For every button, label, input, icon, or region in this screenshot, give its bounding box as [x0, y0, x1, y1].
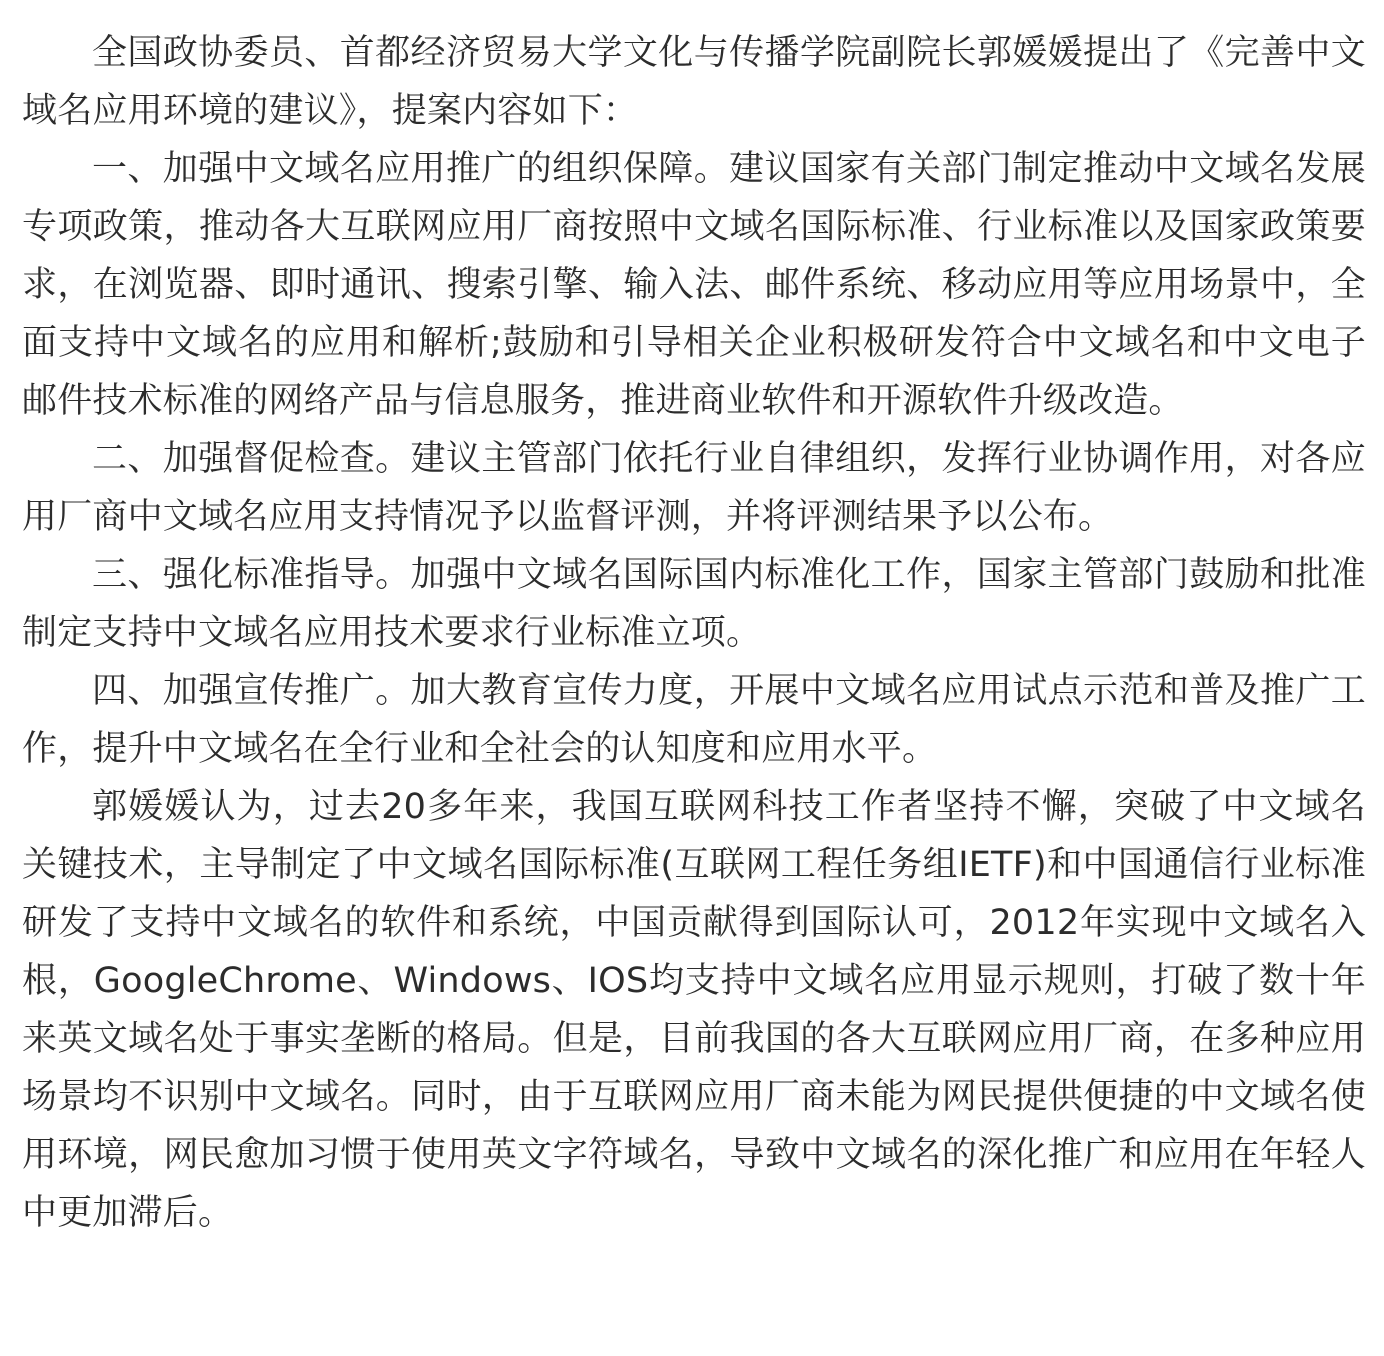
proposal-item-2-paragraph: 二、加强督促检查。建议主管部门依托行业自律组织，发挥行业协调作用，对各应用厂商中文域名应用支持情况予以监督评测，并将评测结果予以公布。	[22, 439, 1366, 537]
intro-paragraph: 全国政协委员、首都经济贸易大学文化与传播学院副院长郭媛媛提出了《完善中文域名应用环境的建议》，提案内容如下：	[22, 33, 1366, 131]
proposal-item-1-paragraph: 一、加强中文域名应用推广的组织保障。建议国家有关部门制定推动中文域名发展专项政策，推动各大互联网应用厂商按照中文域名国际标准、行业标准以及国家政策要求，在浏览器、即时通讯、搜索引擎、输入法、邮件系统、移动应用等应用场景中，全面支持中文域名的应用和解析;鼓励和引导相关企业积极研发符合中文域名和中文电子邮件技术标准的网络产品与信息服务，推进商业软件和开源软件升级改造。	[22, 149, 1366, 421]
document-page	[0, 24, 1384, 1356]
commentary-paragraph: 郭媛媛认为，过去20多年来，我国互联网科技工作者坚持不懈，突破了中文域名关键技术，主导制定了中文域名国际标准(互联网工程任务组IETF)和中国通信行业标准研发了支持中文域名的软件和系统，中国贡献得到国际认可，2012年实现中文域名入根，GoogleChrome、Windows、IOS均支持中文域名应用显示规则，打破了数十年来英文域名处于事实垄断的格局。但是，目前我国的各大互联网应用厂商，在多种应用场景均不识别中文域名。同时，由于互联网应用厂商未能为网民提供便捷的中文域名使用环境，网民愈加习惯于使用英文字符域名，导致中文域名的深化推广和应用在年轻人中更加滞后。	[22, 787, 1366, 1233]
proposal-item-3-paragraph: 三、强化标准指导。加强中文域名国际国内标准化工作，国家主管部门鼓励和批准制定支持中文域名应用技术要求行业标准立项。	[22, 555, 1366, 653]
proposal-item-4-paragraph: 四、加强宣传推广。加大教育宣传力度，开展中文域名应用试点示范和普及推广工作，提升中文域名在全行业和全社会的认知度和应用水平。	[22, 671, 1366, 769]
